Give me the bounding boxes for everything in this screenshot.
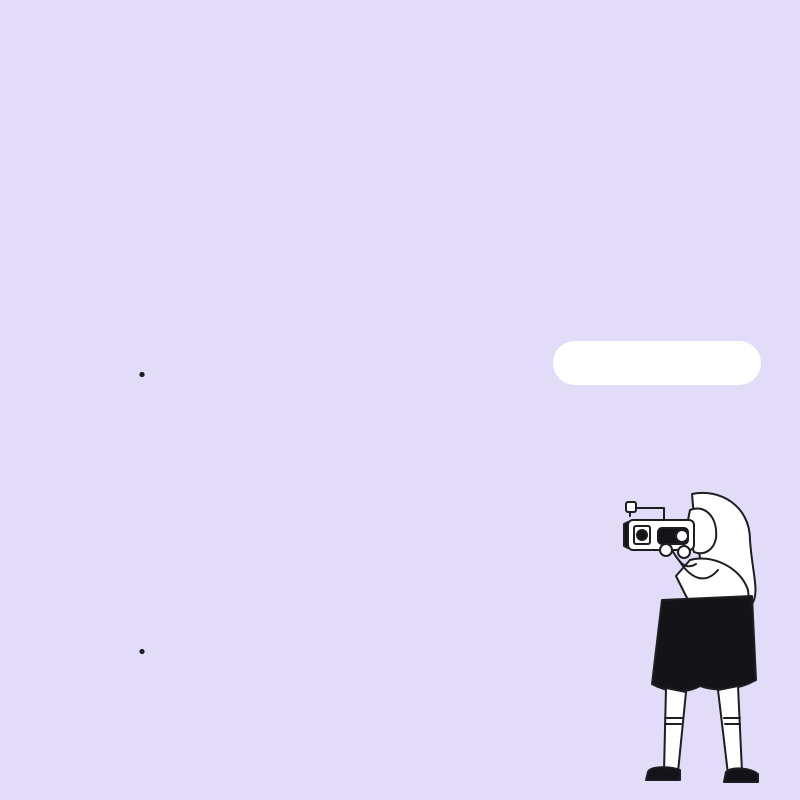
woman-with-video-camera-illustration (600, 480, 800, 800)
send-cv-button[interactable] (553, 341, 761, 385)
